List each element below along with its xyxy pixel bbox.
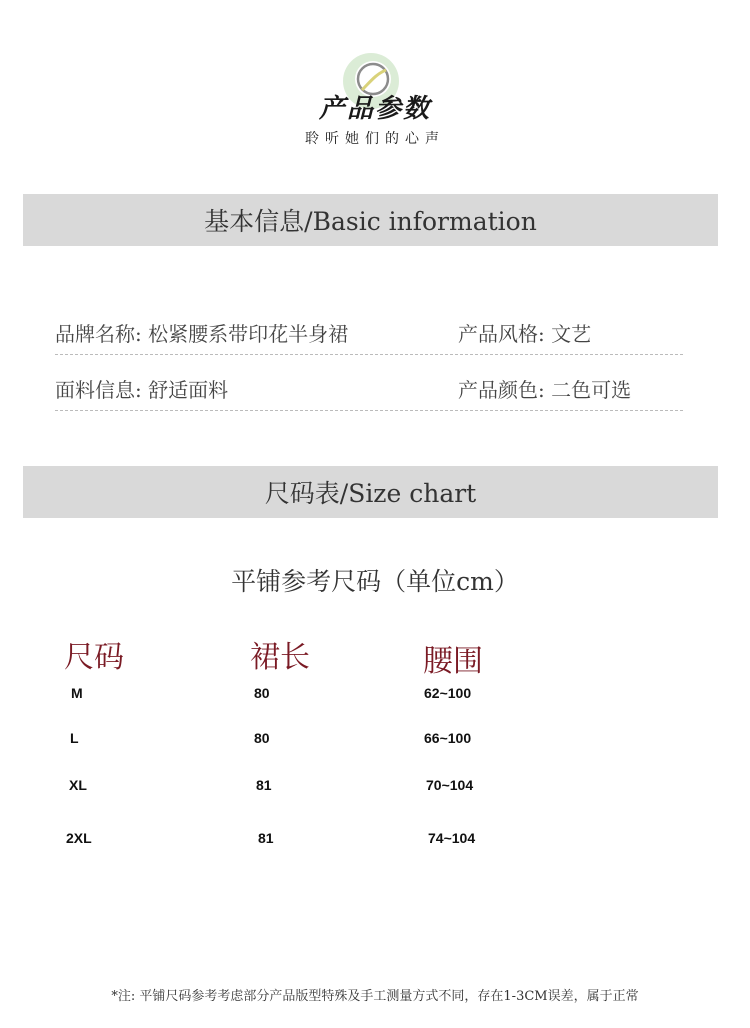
info-fabric: 面料信息: 舒适面料 xyxy=(55,378,229,402)
info-brand-name: 品牌名称: 松紧腰系带印花半身裙 xyxy=(55,322,349,346)
waist-cell: 70~104 xyxy=(426,777,474,793)
waist-cell: 66~100 xyxy=(424,730,472,746)
logo-title: 产品参数 xyxy=(318,94,431,124)
size-cell: 2XL xyxy=(66,830,92,846)
size-cell: L xyxy=(70,730,79,746)
column-header-length: 裙长 xyxy=(250,640,310,675)
length-cell: 80 xyxy=(254,730,270,746)
info-color: 产品颜色: 二色可选 xyxy=(458,378,632,402)
size-table-heading: 平铺参考尺码（单位cm） xyxy=(231,567,519,596)
waist-cell: 74~104 xyxy=(428,830,476,846)
length-cell: 81 xyxy=(258,830,274,846)
section-size-chart: 尺码表/Size chart xyxy=(23,466,718,518)
length-cell: 80 xyxy=(254,685,270,701)
column-header-waist: 腰围 xyxy=(423,644,483,679)
size-cell: M xyxy=(71,685,83,701)
info-style: 产品风格: 文艺 xyxy=(458,322,592,346)
logo-tagline: 聆听她们的心声 xyxy=(305,131,445,147)
length-cell: 81 xyxy=(256,777,272,793)
divider-line xyxy=(55,410,683,411)
waist-cell: 62~100 xyxy=(424,685,472,701)
header-logo xyxy=(0,40,750,150)
size-cell: XL xyxy=(69,777,87,793)
footnote: *注: 平铺尺码参考考虑部分产品版型特殊及手工测量方式不同，存在1-3CM误差，属于正常 xyxy=(111,989,639,1004)
column-header-size: 尺码 xyxy=(64,640,124,675)
section-basic-info: 基本信息/Basic information xyxy=(23,194,718,246)
divider-line xyxy=(55,354,683,355)
